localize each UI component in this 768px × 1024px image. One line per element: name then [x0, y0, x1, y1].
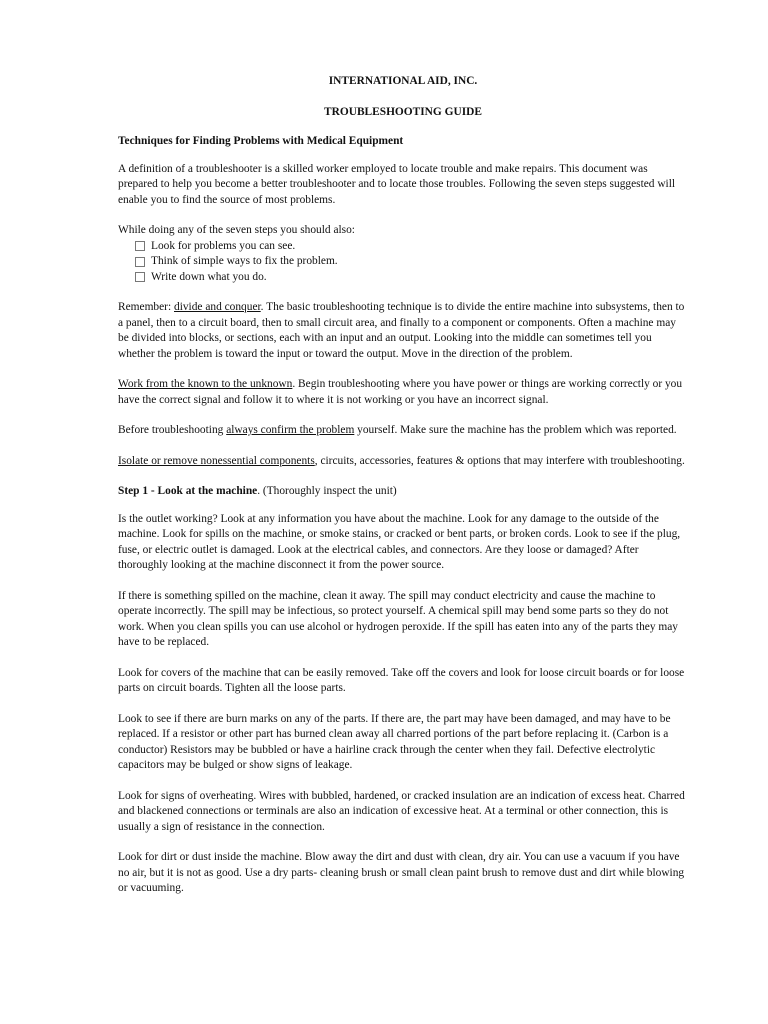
known-unknown-paragraph — [118, 377, 688, 408]
section-subtitle: Techniques for Finding Problems with Medical Equipment — [118, 135, 404, 147]
step-1-paragraph: Look to see if there are burn marks on any of the parts. If there are, the part may have been damaged, and may have to be replaced. If a resistor or other part has burned clean away all charred portions of the part before replacing it. (Carbon is a conductor) Resistors may be bubbled or have a hairline crack through the center when they fail. Defective electrolytic capacitors may be bulged or show signs of leakage. — [118, 712, 671, 771]
checklist-intro: While doing any of the seven steps you should also: — [118, 224, 355, 236]
known-unknown-text: . Begin troubleshooting where you have power or things are working correctly or you have the correct signal and follow it to where it is not working or you have an incorrect signal. — [118, 378, 683, 406]
known-unknown-heading: Work from the known to the unknown — [118, 378, 293, 390]
checklist-item — [135, 254, 688, 270]
isolate-text: , circuits, accessories, features & options that may interfere with troubleshooting. — [314, 454, 685, 467]
step-1-paragraph: Is the outlet working? Look at any information you have about the machine. Look for any damage to the outside of the machine. Look for spills on the machine, or smoke stains, or cracked or bent parts, or broken cords. Look to see if the plug, fuse, or electric outlet is damaged. Look at the electrical cables, and connectors. Are they loose or damaged? After thoroughly looking at the machine disconnect it from the power source. — [118, 512, 681, 571]
remember-paragraph — [118, 300, 688, 362]
remember-prefix: Remember: — [118, 301, 174, 313]
remember-text: . The basic troubleshooting technique is to divide the entire machine into subsystems, then to a panel, then to a circuit board, then to small circuit area, and finally to a component or components. Often a machine may be divided into blocks, or sections, each with an input and an output. Looking into the middle can sometimes tell you whether the problem is toward the input or toward the output. Move in the direction of the problem. — [118, 301, 685, 360]
step-1-paragraph: Look for dirt or dust inside the machine. Blow away the dirt and dust with clean, dry air. You can use a vacuum if you have no air, but it is not as good. Use a dry parts- cleaning brush or small clean paint brush to remove dust and dirt while blowing or vacuuming. — [118, 851, 685, 894]
step-1-paragraph: Look for signs of overheating. Wires with bubbled, hardened, or cracked insulation are an indication of excess heat. Charred and blackened connections or terminals are also an indication of excessive heat. At a terminal or other connection, this is usually a sign of resistance in the connection. — [118, 789, 685, 833]
checklist-item-label: Think of simple ways to fix the problem. — [151, 255, 338, 267]
intro-paragraph: A definition of a troubleshooter is a skilled worker employed to locate trouble and make repairs. This document was prepared to help you become a better troubleshooter and to locate those troubles. Following the seven steps suggested will enable you to find the source of most problems. — [118, 162, 676, 206]
confirm-text: yourself. Make sure the machine has the problem which was reported. — [354, 424, 677, 436]
checkbox-icon — [135, 272, 145, 282]
checkbox-icon — [135, 241, 145, 251]
organization-title: INTERNATIONAL AID, INC. — [328, 75, 478, 87]
step-1-paragraph: Look for covers of the machine that can be easily removed. Take off the covers and look for loose circuit boards or for loose parts on circuit boards. Tighten all the loose parts. — [118, 666, 685, 694]
guide-title: TROUBLESHOOTING GUIDE — [324, 105, 482, 118]
checklist-item-label: Write down what you do. — [151, 270, 267, 283]
divide-and-conquer: divide and conquer — [174, 301, 261, 313]
step-1-title: Step 1 - Look at the machine — [118, 485, 258, 497]
checklist-item — [135, 239, 688, 255]
isolate-paragraph — [118, 454, 688, 470]
isolate-heading: Isolate or remove nonessential components — [118, 454, 315, 467]
checklist-item — [135, 270, 688, 286]
step-1-heading — [118, 484, 688, 500]
confirm-problem: always confirm the problem — [226, 424, 355, 436]
confirm-paragraph — [118, 423, 688, 439]
checklist-item-label: Look for problems you can see. — [151, 239, 296, 252]
step-1-paragraph: If there is something spilled on the machine, clean it away. The spill may conduct electricity and cause the machine to operate incorrectly. The spill may be infectious, so protect yourself. A chemical spill may bend some parts so they do not work. When you clean spills you can use alcohol or hydrogen peroxide. If the spill has eaten into any of the parts they may have to be replaced. — [118, 589, 678, 648]
checklist — [135, 239, 688, 286]
document-content — [118, 74, 688, 912]
checkbox-icon — [135, 257, 145, 267]
step-1-note: . (Thoroughly inspect the unit) — [257, 485, 397, 497]
confirm-prefix: Before troubleshooting — [118, 424, 227, 436]
